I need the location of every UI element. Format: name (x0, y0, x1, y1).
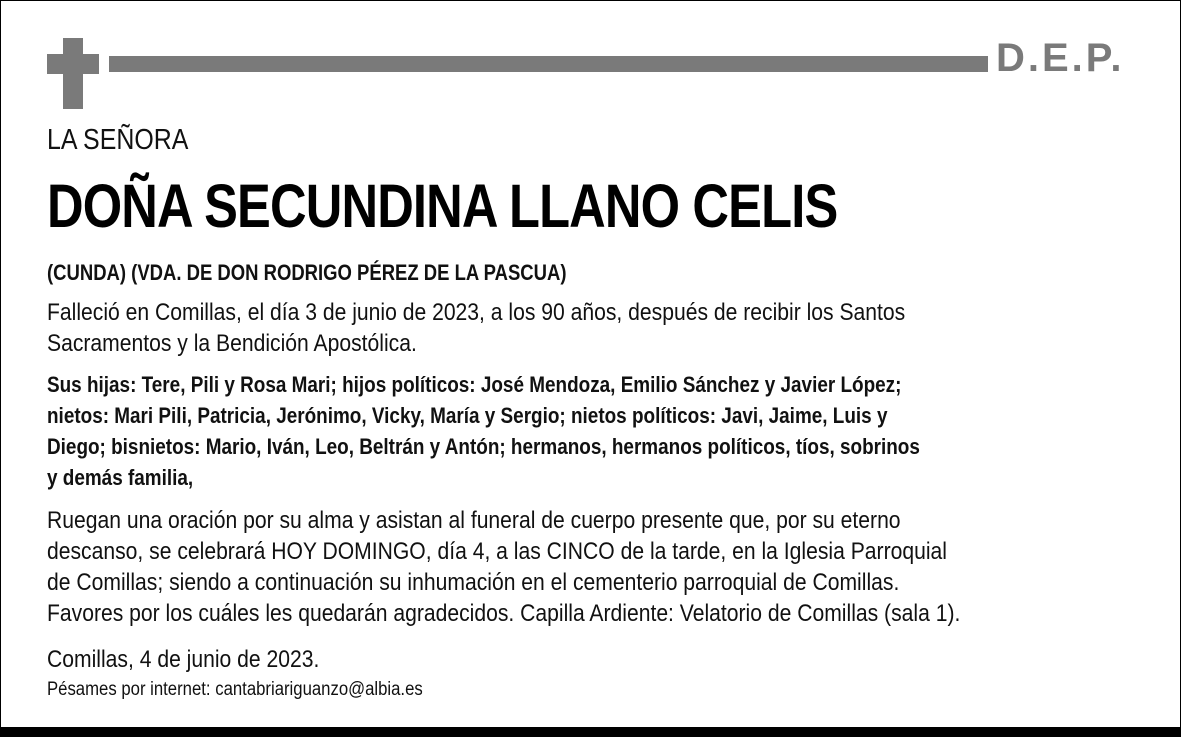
family-line: Sus hijas: Tere, Pili y Rosa Mari; hijos políticos: José Mendoza, Emilio Sánchez y Javier López; (47, 372, 902, 397)
dep-label: D.E.P. (996, 36, 1125, 80)
funeral-line: Favores por los cuáles les quedarán agradecidos. Capilla Ardiente: Velatorio de Comillas (sala 1). (47, 600, 961, 627)
funeral-paragraph (47, 505, 960, 629)
family-paragraph (47, 369, 920, 493)
funeral-line: descanso, se celebrará HOY DOMINGO, día 4, a las CINCO de la tarde, en la Iglesia Parroquial (47, 538, 947, 565)
death-notice-paragraph (47, 297, 905, 359)
family-line: nietos: Mari Pili, Patricia, Jerónimo, Vicky, María y Sergio; nietos políticos: Javi, Jaime, Luis y (47, 403, 888, 428)
honorific: LA SEÑORA (47, 124, 189, 156)
cross-horizontal-bar (47, 54, 99, 74)
death-notice-line: Falleció en Comillas, el día 3 de junio de 2023, a los 90 años, después de recibir los Santos (47, 299, 906, 326)
condolences-line: Pésames por internet: cantabriariguanzo@albia.es (47, 679, 423, 700)
bottom-border (0, 727, 1181, 737)
family-line: Diego; bisnietos: Mario, Iván, Leo, Beltrán y Antón; hermanos, hermanos políticos, tíos, sobrinos (47, 434, 920, 459)
family-line: y demás familia, (47, 465, 194, 490)
header-rule (109, 56, 988, 72)
deceased-name: DOÑA SECUNDINA LLANO CELIS (47, 172, 838, 240)
dateline: Comillas, 4 de junio de 2023. (47, 646, 320, 673)
deceased-alias: (CUNDA) (VDA. DE DON RODRIGO PÉREZ DE LA PASCUA) (47, 260, 567, 285)
funeral-line: Ruegan una oración por su alma y asistan al funeral de cuerpo presente que, por su eterno (47, 507, 901, 534)
death-notice-line: Sacramentos y la Bendición Apostólica. (47, 330, 417, 357)
funeral-line: de Comillas; siendo a continuación su inhumación en el cementerio parroquial de Comillas. (47, 569, 900, 596)
